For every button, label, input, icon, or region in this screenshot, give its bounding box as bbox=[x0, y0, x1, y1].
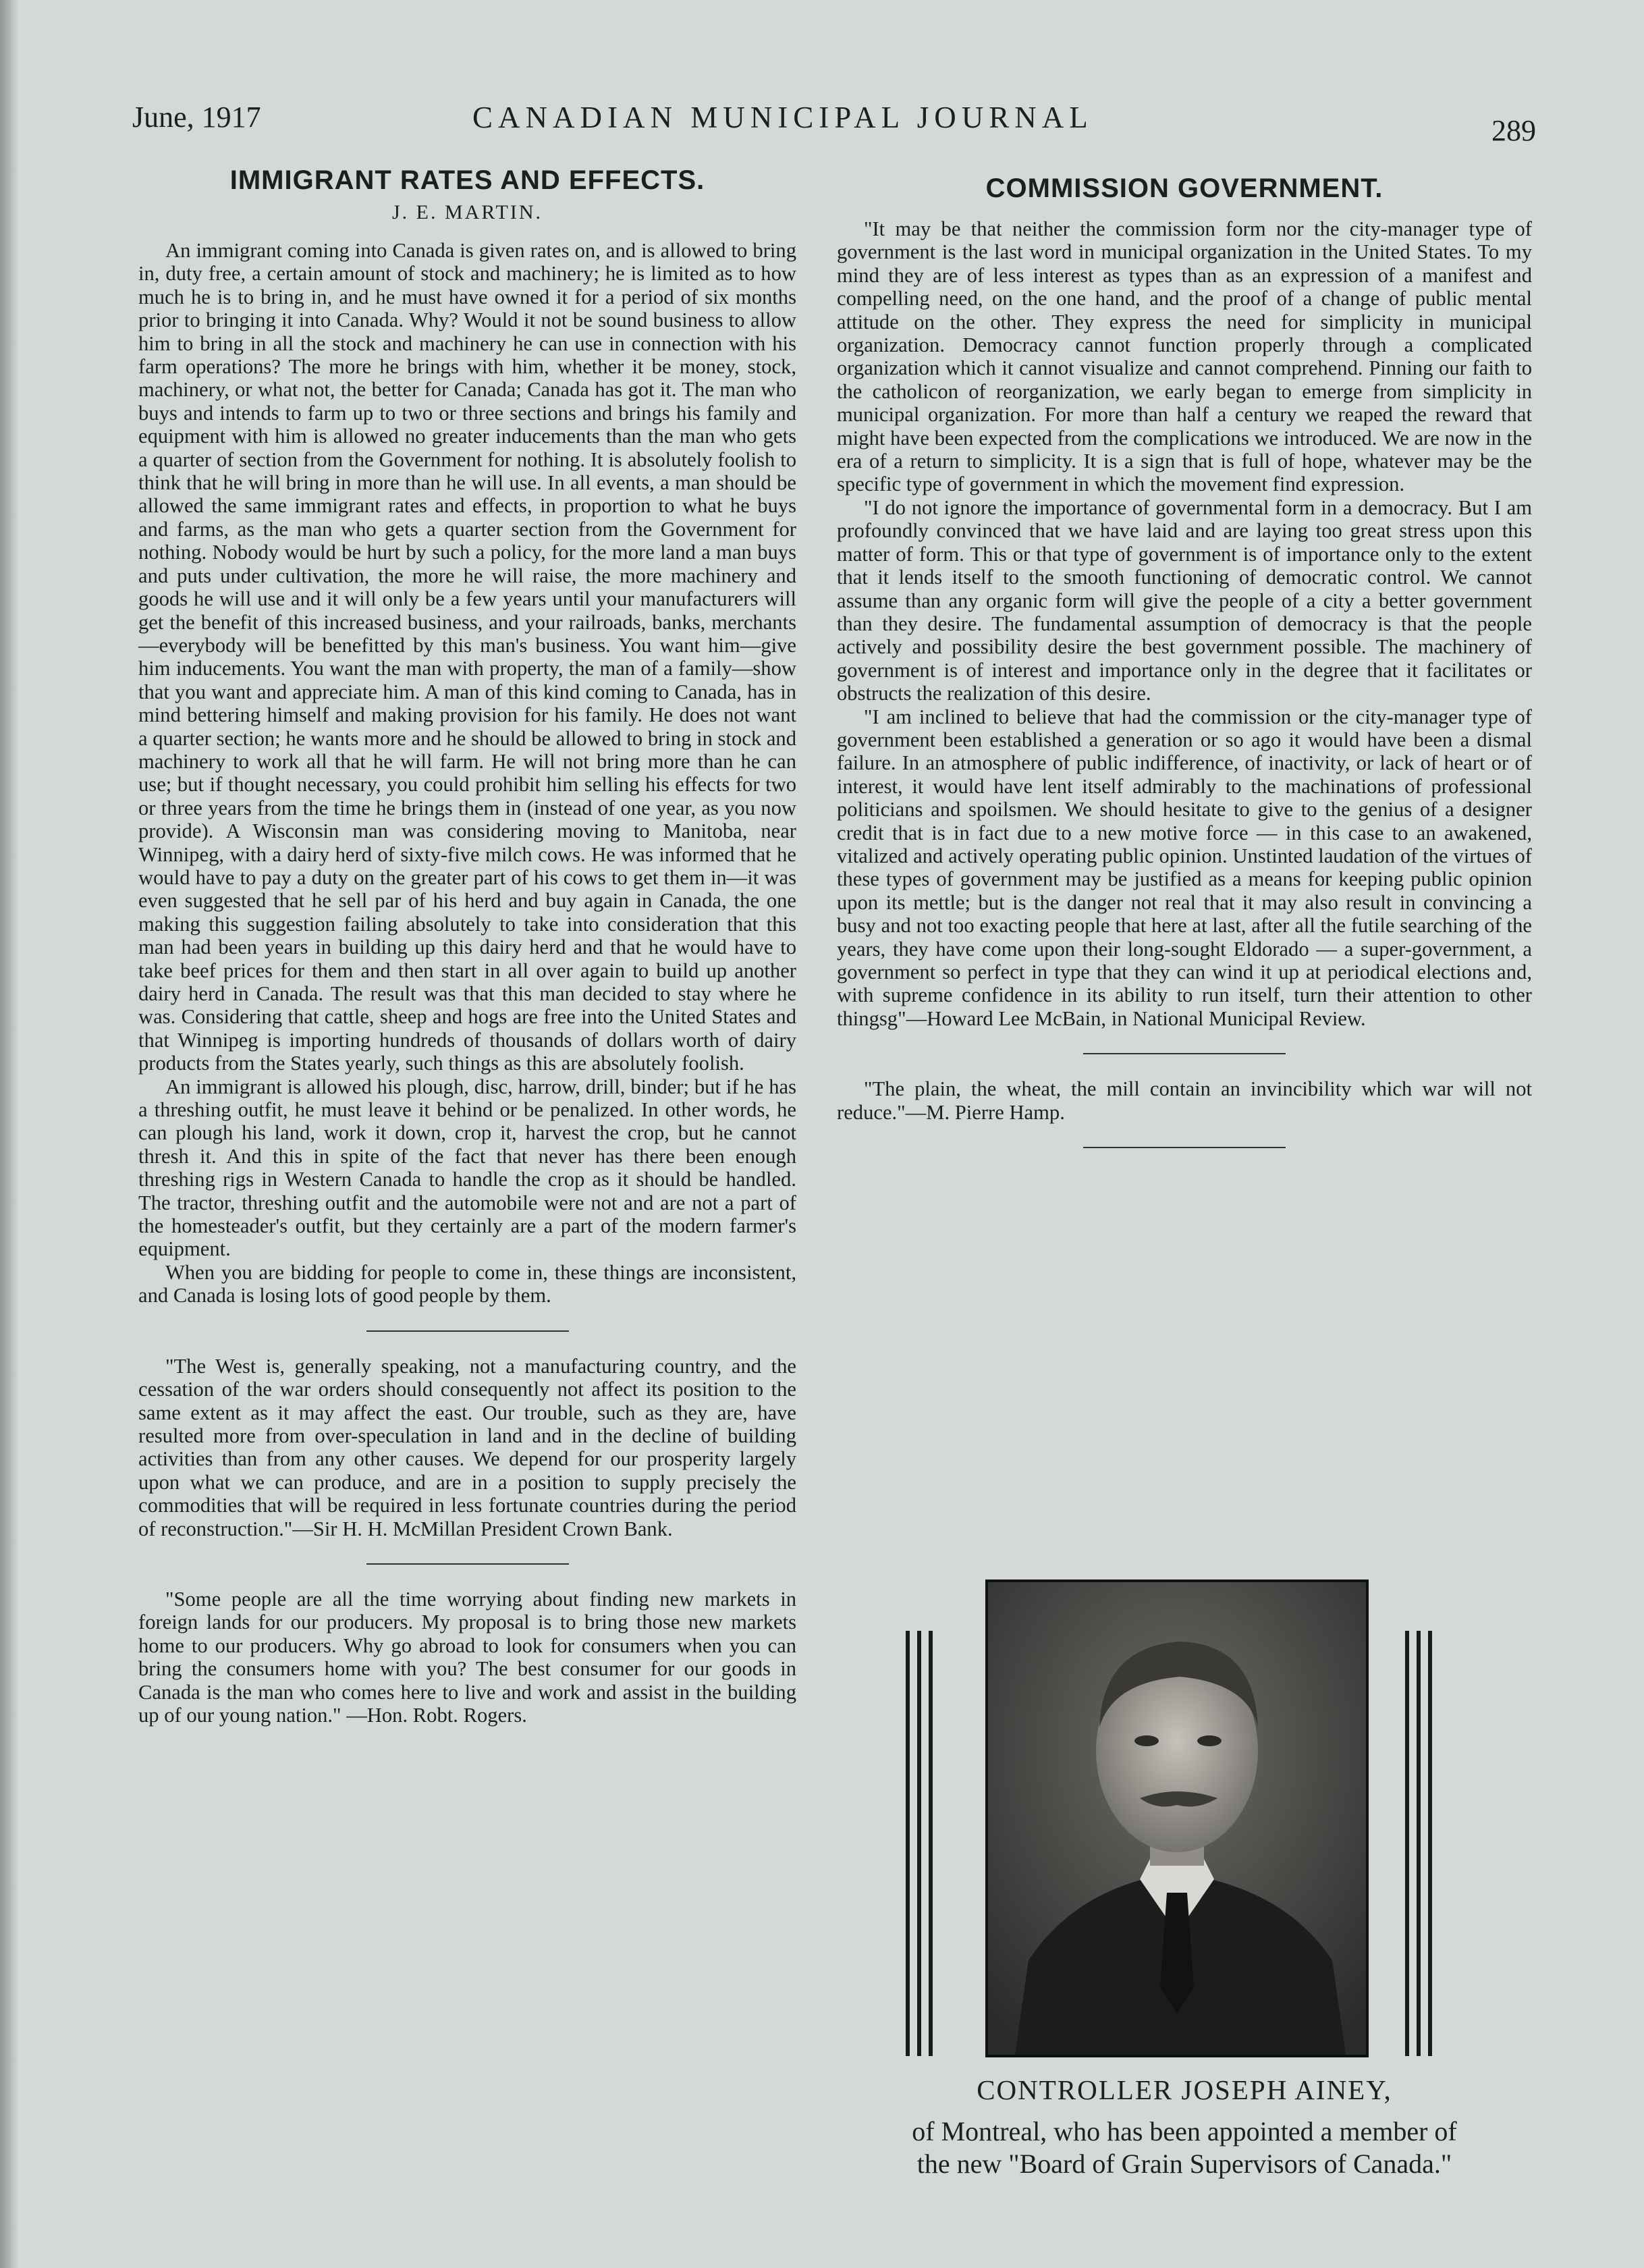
portrait-photo bbox=[985, 1580, 1369, 2057]
quote-hamp: "The plain, the wheat, the mill contain an invincibility which war will not reduce."—M. Pierre Hamp. bbox=[837, 1077, 1532, 1124]
article-paragraph: An immigrant coming into Canada is given rates on, and is allowed to bring in, duty free, a certain amount of stock and machinery; he is limited as to how much he is to bring in, and he must have owned it for a period of six months prior to bringing it into Canada. Why? Would it not be sound business to allow him to bring in all the stock and machinery he can use in connection with his farm operations? The more he brings with him, whether it be money, stock, machinery, or what not, the better for Canada; Canada has got it. The man who buys and intends to farm up to two or three sections and brings his family and equipment with him is allowed no greater inducements than the man who gets a quarter of section from the Government for nothing. It is absolutely foolish to think that he will bring in more than he will use. In all events, a man should be allowed the same immigrant rates and effects, in proportion to what he buys and farms, as the man who gets a quarter section from the Government for nothing. Nobody would be hurt by such a policy, for the more land a man buys and puts under cultivation, the more he will raise, the more machinery and goods he will use and it will only be a few years until your manufacturers will get the benefit of this increased business, and your railroads, banks, merchants —everybody will be benefitted by this man's business. You want him—give him inducements. You want the man with property, the man of a family—show that you want and appreciate him. A man of this kind coming to Canada, has in mind bettering himself and making provision for his family. He does not want a quarter section; he wants more and he should be allowed to bring in stock and machinery to work all that he will farm. He will not bring more than he can use; but if thought necessary, you could prohibit him selling his effects for two or three years from the time he brings them in (instead of one year, as you now provide). A Wisconsin man was considering moving to Manitoba, near Winnipeg, with a dairy herd of sixty-five milch cows. He was informed that he would have to pay a duty on the greater part of his cows to get them in—it was even suggested that he sell par of his herd and buy again in Canada, the one making this suggestion failing absolutely to take into consideration that this man had been years in building up this dairy herd and that he would have to take beef prices for them and then start in all over again to build up another dairy herd in Canada. The result was that this man decided to stay where he was. Considering that cattle, sheep and hogs are free into the United States and that Winnipeg is importing hundreds of thousands of dollars worth of dairy products from the States yearly, such things as this are absolutely foolish. bbox=[138, 239, 796, 1075]
right-column bbox=[837, 165, 1532, 1171]
portrait-illustration bbox=[988, 1582, 1366, 2055]
divider-rule bbox=[1083, 1147, 1286, 1148]
quote-rogers: "Some people are all the time worrying about finding new markets in foreign lands for our producers. My proposal is to bring those new markets home to our producers. Why go abroad to look for consumers when you can bring the consumers home with you? The best consumer for our goods in Canada is the man who comes here to live and work and assist in the building up of our young nation." —Hon. Robt. Rogers. bbox=[138, 1587, 796, 1727]
header-journal-title: CANADIAN MUNICIPAL JOURNAL bbox=[472, 101, 1093, 134]
header-date: June, 1917 bbox=[132, 101, 261, 134]
article-paragraph: "It may be that neither the commission form nor the city-manager type of government is the last word in municipal organization in the United States. To my mind they are of less interest as types than as an expression of a manifest and compelling need, on the one hand, and the proof of a change of public mental attitude on the other. They express the need for simplicity in municipal organization. Democracy cannot function properly through a complicated organization which it cannot visualize and cannot comprehend. Pinning our faith to the catholicon of reorganization, we early began to emerge from simplicity in municipal organization. For more than half a century we reaped the reward that might have been expected from the complications we introduced. We are now in the era of a return to simplicity. It is a sign that is full of hope, whatever may be the specific type of government in which the movement find expression. bbox=[837, 217, 1532, 496]
divider-rule bbox=[1083, 1053, 1286, 1054]
portrait-caption-description bbox=[823, 2115, 1545, 2180]
article-title-immigrant-rates: IMMIGRANT RATES AND EFFECTS. bbox=[229, 165, 705, 195]
portrait-caption-name: CONTROLLER JOSEPH AINEY, bbox=[977, 2074, 1392, 2105]
left-column bbox=[138, 165, 796, 1727]
decorative-bars-left bbox=[906, 1631, 933, 2056]
article-byline: J. E. MARTIN. bbox=[391, 201, 543, 223]
header-page-number: 289 bbox=[1491, 114, 1536, 147]
article-paragraph: When you are bidding for people to come in, these things are inconsistent, and Canada is losing lots of good people by them. bbox=[138, 1260, 796, 1307]
quote-mcmillan: "The West is, generally speaking, not a manufacturing country, and the cessation of the war orders should consequently not affect its position to the same extent as it may affect the east. Our trouble, such as they are, have resulted more from over-speculation in land and in the decline of building activities than from any other causes. We depend for our prosperity largely upon what we can produce, and are in a position to supply precisely the commodities that will be required in less fortunate countries during the period of reconstruction."—Sir H. H. McMillan President Crown Bank. bbox=[138, 1354, 796, 1540]
article-paragraph: An immigrant is allowed his plough, disc, harrow, drill, binder; but if he has a threshing outfit, he must leave it behind or be penalized. In other words, he can plough his land, work it down, crop it, harvest the crop, but he cannot thresh it. And this in spite of the fact that never has there been enough threshing rigs in Western Canada to handle the crop as it should be handled. The tractor, threshing outfit and the automobile were not and are not a part of the homesteader's outfit, but they certainly are a part of the modern farmer's equipment. bbox=[138, 1075, 796, 1261]
binding-shadow bbox=[0, 0, 19, 2268]
article-paragraph: "I do not ignore the importance of governmental form in a democracy. But I am profoundly convinced that we have laid and are laying too great stress upon this matter of form. This or that type of government is of importance only to the extent that it lends itself to the smooth functioning of democratic control. We cannot assume than any organic form will give the people of a city a better government than they desire. The fundamental assumption of democracy is that the people actively and possibility desire the best government possible. The machinery of government is of interest and importance only in the degree that it facilitates or obstructs the realization of this desire. bbox=[837, 495, 1532, 705]
caption-line: of Montreal, who has been appointed a member of bbox=[912, 2116, 1457, 2146]
decorative-bars-right bbox=[1405, 1631, 1432, 2056]
article-paragraph: "I am inclined to believe that had the commission or the city-manager type of government been established a generation or so ago it would have been a dismal failure. In an atmosphere of public indifference, of inactivity, or lack of heart or of interest, it would have lent itself admirably to the machinations of professional politicians and spoilsmen. We should hesitate to give to the genius of a designer credit that is in fact due to a new motive force — in this case to an awakened, vitalized and actively operating public opinion. Unstinted laudation of the virtues of these types of government may be justified as a means for keeping public opinion upon its mettle; but is the danger not real that it may also result in convincing a busy and not too exacting people that here at last, after all the futile searching of the years, they have come upon their long-sought Eldorado — a super-government, a government so perfect in type that they can wind it up at periodical elections and, with supreme confidence in its ability to run itself, turn their attention to other thingsg"—Howard Lee McBain, in National Municipal Review. bbox=[837, 705, 1532, 1030]
article-title-commission-government: COMMISSION GOVERNMENT. bbox=[985, 173, 1383, 203]
divider-rule bbox=[366, 1563, 569, 1565]
divider-rule bbox=[366, 1330, 569, 1332]
caption-line: the new "Board of Grain Supervisors of Canada." bbox=[916, 2149, 1452, 2179]
